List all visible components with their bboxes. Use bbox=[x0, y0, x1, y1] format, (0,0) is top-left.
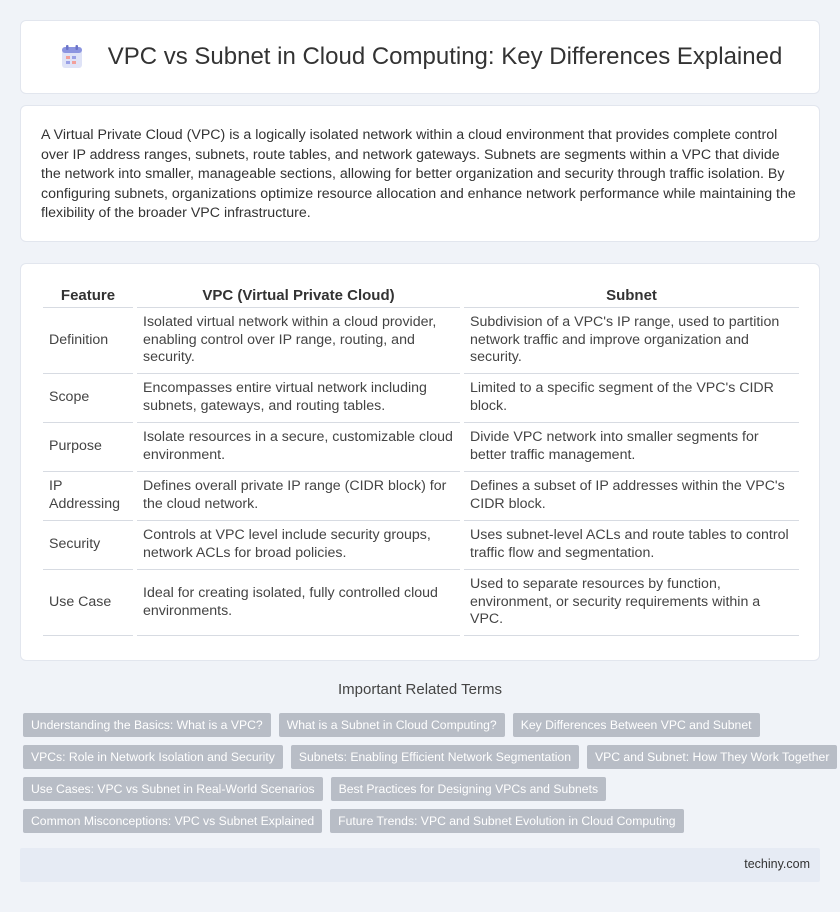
tag-row bbox=[23, 745, 830, 769]
header-subnet: Subnet bbox=[464, 285, 799, 308]
header-card bbox=[20, 20, 820, 94]
intro-card bbox=[20, 105, 820, 242]
calendar-doc-icon bbox=[58, 43, 86, 71]
row-feature: Scope bbox=[43, 374, 133, 423]
footer-brand[interactable]: techiny.com bbox=[744, 857, 810, 871]
table-row bbox=[43, 570, 799, 636]
table-header-row bbox=[43, 285, 799, 308]
row-subnet: Limited to a specific segment of the VPC's CIDR block. bbox=[464, 374, 799, 423]
row-feature: Purpose bbox=[43, 423, 133, 472]
related-terms-title: Important Related Terms bbox=[338, 681, 502, 698]
row-feature: Security bbox=[43, 521, 133, 570]
row-feature: Use Case bbox=[43, 570, 133, 636]
related-tag[interactable]: Best Practices for Designing VPCs and Subnets bbox=[331, 777, 606, 801]
related-tag[interactable]: Understanding the Basics: What is a VPC? bbox=[23, 713, 271, 737]
table-row bbox=[43, 374, 799, 423]
tag-row bbox=[23, 713, 823, 737]
tag-row bbox=[23, 777, 823, 801]
header-vpc: VPC (Virtual Private Cloud) bbox=[137, 285, 460, 308]
page-title: VPC vs Subnet in Cloud Computing: Key Differences Explained bbox=[107, 43, 783, 70]
table-row bbox=[43, 423, 799, 472]
table-row bbox=[43, 472, 799, 521]
row-vpc: Controls at VPC level include security groups, network ACLs for broad policies. bbox=[137, 521, 460, 570]
related-terms-tags bbox=[23, 713, 830, 841]
header-feature: Feature bbox=[43, 285, 133, 308]
row-vpc: Isolate resources in a secure, customizable cloud environment. bbox=[137, 423, 460, 472]
row-feature: IP Addressing bbox=[43, 472, 133, 521]
table-row bbox=[43, 308, 799, 374]
footer bbox=[20, 848, 820, 882]
row-subnet: Defines a subset of IP addresses within the VPC's CIDR block. bbox=[464, 472, 799, 521]
table-row bbox=[43, 521, 799, 570]
related-tag[interactable]: Subnets: Enabling Efficient Network Segmentation bbox=[291, 745, 579, 769]
comparison-card bbox=[20, 263, 820, 661]
row-vpc: Encompasses entire virtual network including subnets, gateways, and routing tables. bbox=[137, 374, 460, 423]
row-subnet: Subdivision of a VPC's IP range, used to partition network traffic and improve organization and security. bbox=[464, 308, 799, 374]
row-vpc: Defines overall private IP range (CIDR block) for the cloud network. bbox=[137, 472, 460, 521]
row-subnet: Uses subnet-level ACLs and route tables to control traffic flow and segmentation. bbox=[464, 521, 799, 570]
related-tag[interactable]: What is a Subnet in Cloud Computing? bbox=[279, 713, 505, 737]
related-tag[interactable]: Common Misconceptions: VPC vs Subnet Explained bbox=[23, 809, 322, 833]
intro-paragraph: A Virtual Private Cloud (VPC) is a logically isolated network within a cloud environment that provides complete control over IP address ranges, subnets, route tables, and network gateways. Subnets are segments within a VPC that divide the network into smaller, manageable sections, allowing for better organization and security through traffic isolation. By configuring subnets, organizations optimize resource allocation and enhance network performance while maintaining the flexibility of the broader VPC infrastructure. bbox=[41, 127, 796, 222]
related-tag[interactable]: VPCs: Role in Network Isolation and Security bbox=[23, 745, 283, 769]
row-subnet: Divide VPC network into smaller segments for better traffic management. bbox=[464, 423, 799, 472]
row-feature: Definition bbox=[43, 308, 133, 374]
row-vpc: Isolated virtual network within a cloud provider, enabling control over IP range, routing, and security. bbox=[137, 308, 460, 374]
row-vpc: Ideal for creating isolated, fully controlled cloud environments. bbox=[137, 570, 460, 636]
related-tag[interactable]: Future Trends: VPC and Subnet Evolution in Cloud Computing bbox=[330, 809, 683, 833]
row-subnet: Used to separate resources by function, environment, or security requirements within a VPC. bbox=[464, 570, 799, 636]
related-tag[interactable]: Key Differences Between VPC and Subnet bbox=[513, 713, 760, 737]
related-tag[interactable]: VPC and Subnet: How They Work Together bbox=[587, 745, 837, 769]
tag-row bbox=[23, 809, 823, 833]
comparison-table bbox=[39, 285, 803, 636]
related-tag[interactable]: Use Cases: VPC vs Subnet in Real-World Scenarios bbox=[23, 777, 323, 801]
